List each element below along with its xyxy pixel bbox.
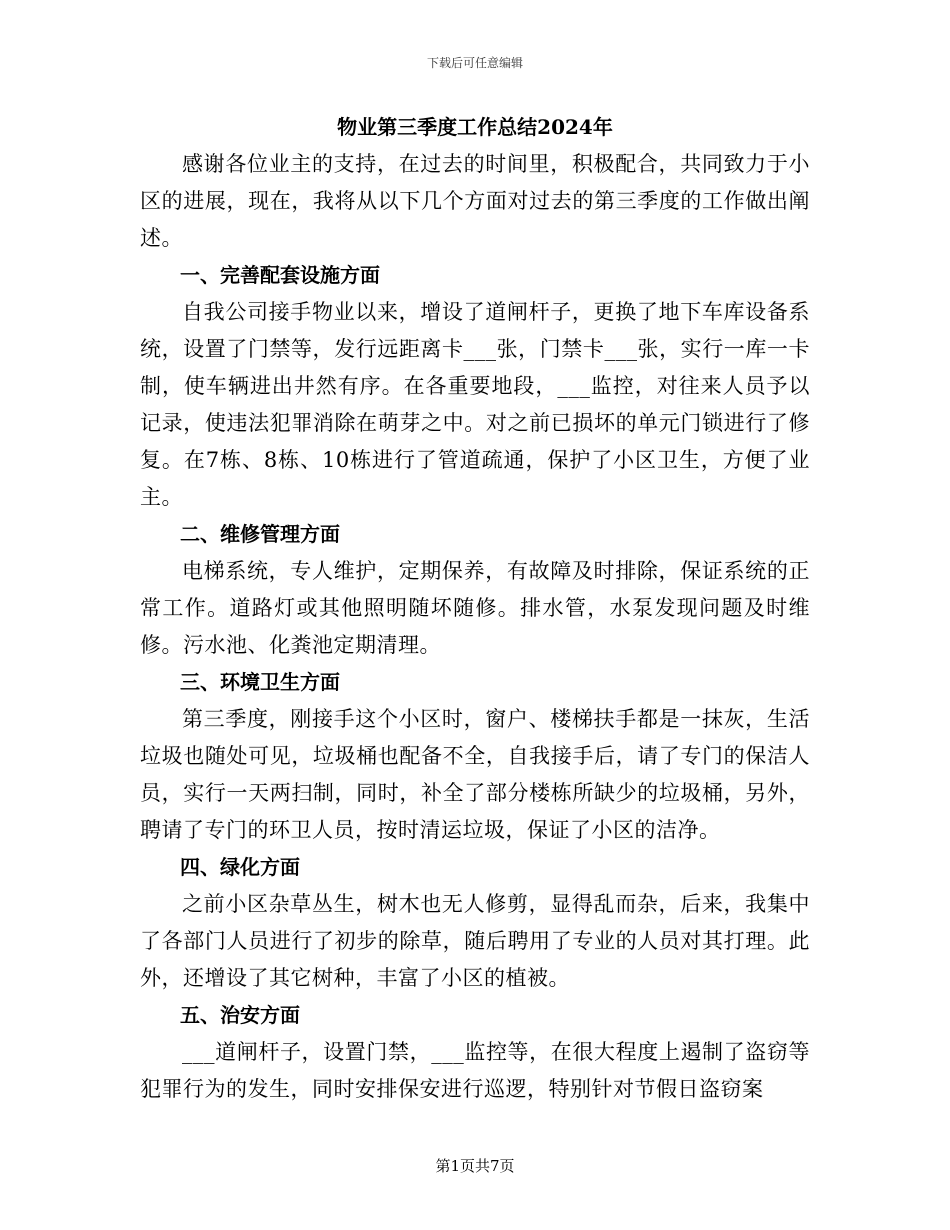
section-paragraph: 第三季度，刚接手这个小区时，窗户、楼梯扶手都是一抹灰，生活垃圾也随处可见，垃圾桶也配备不全，自我接手后，请了专门的保洁人员，实行一天两扫制，同时，补全了部分楼栋所缺少的垃圾桶，另外，聘请了专门的环卫人员，按时清运垃圾，保证了小区的洁净。: [140, 707, 810, 842]
section-heading: 四、绿化方面: [180, 855, 300, 879]
section-paragraph: 自我公司接手物业以来，增设了道闸杆子，更换了地下车库设备系统，设置了门禁等，发行远距离卡___张，门禁卡___张，实行一库一卡制，使车辆进出井然有序。在各重要地段，___监控，对往来人员予以记录，使违法犯罪消除在萌芽之中。对之前已损坏的单元门锁进行了修复。在7栋、8栋、10栋进行了管道疏通，保护了小区卫生，方便了业主。: [140, 300, 810, 509]
header-note: 下载后可任意编辑: [426, 56, 523, 70]
section-heading: 三、环境卫生方面: [180, 670, 340, 694]
section-paragraph: ___道闸杆子，设置门禁，___监控等，在很大程度上遏制了盗窃等犯罪行为的发生，同时安排保安进行巡逻，特别针对节假日盗窃案: [140, 1040, 810, 1101]
section-paragraph: 之前小区杂草丛生，树木也无人修剪，显得乱而杂，后来，我集中了各部门人员进行了初步的除草，随后聘用了专业的人员对其打理。此外，还增设了其它树种，丰富了小区的植被。: [140, 892, 810, 990]
section-heading: 一、完善配套设施方面: [180, 263, 380, 287]
section-heading: 五、治安方面: [180, 1003, 300, 1027]
section-paragraph: 电梯系统，专人维护，定期保养，有故障及时排除，保证系统的正常工作。道路灯或其他照明随坏随修。排水管，水泵发现问题及时维修。污水池、化粪池定期清理。: [140, 559, 810, 657]
page-number: 第1页共7页: [435, 1157, 515, 1175]
document-body: [140, 112, 810, 1108]
document-title: 物业第三季度工作总结2024年: [337, 115, 613, 139]
section-heading: 二、维修管理方面: [180, 522, 340, 546]
intro-paragraph: 感谢各位业主的支持，在过去的时间里，积极配合，共同致力于小区的进展，现在，我将从以下几个方面对过去的第三季度的工作做出阐述。: [140, 152, 810, 250]
